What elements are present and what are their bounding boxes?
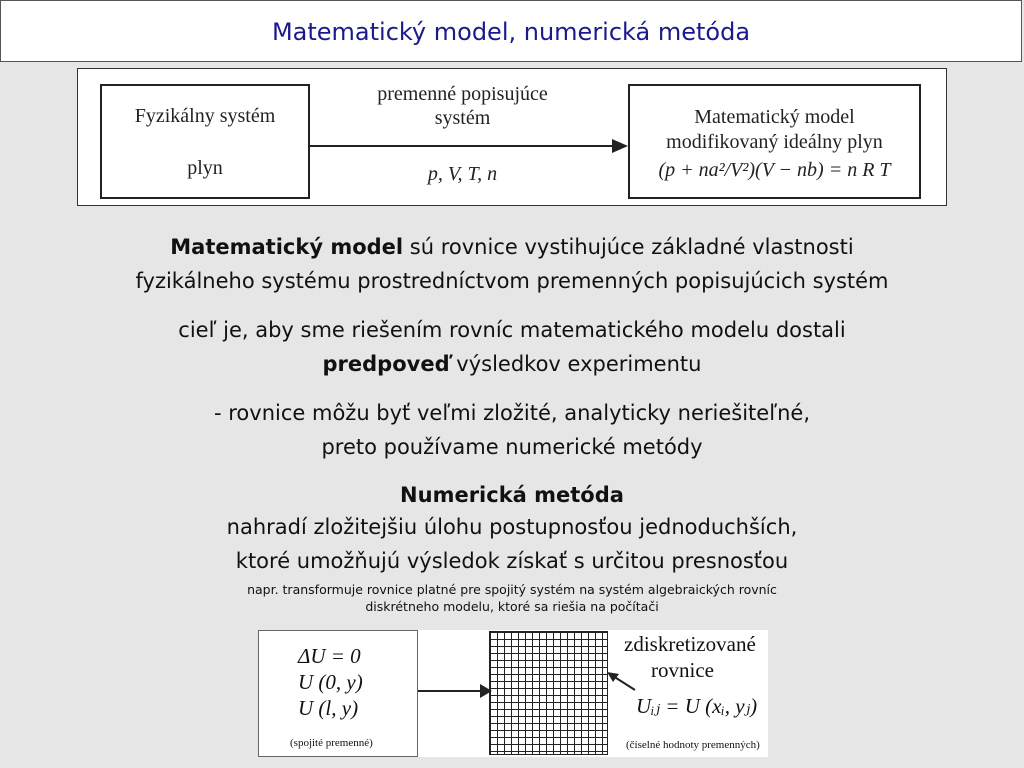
discretization-diagram xyxy=(258,630,768,757)
paragraph-2-line-1: cieľ je, aby sme riešením rovníc matematického modelu dostali xyxy=(178,318,846,342)
paragraph-2-line-2 xyxy=(0,349,1024,379)
physical-system-box xyxy=(100,84,310,199)
term-prediction: predpoveď xyxy=(322,352,450,376)
p2-rest: výsledkov experimentu xyxy=(449,352,702,376)
equation-boundary-0: U (0, y) xyxy=(298,670,363,694)
continuous-caption: (spojité premenné) xyxy=(290,737,373,749)
note-line-2: diskrétneho modelu, ktoré sa riešia na počítači xyxy=(365,599,659,614)
discrete-caption: (číselné hodnoty premenných) xyxy=(626,739,760,751)
paragraph-4-line-2: ktoré umožňujú výsledok získať s určitou presnosťou xyxy=(235,549,789,573)
paragraph-3-line-1: - rovnice môžu byť veľmi zložité, analyticky neriešiteľné, xyxy=(214,401,810,425)
transform-arrow-line xyxy=(418,690,484,692)
paragraph-1-line-1 xyxy=(0,232,1024,262)
math-model-line2: modifikovaný ideálny plyn xyxy=(666,131,883,153)
equation-laplace: ΔU = 0 xyxy=(298,644,361,668)
numeric-method-heading: Numerická metóda xyxy=(400,483,624,507)
paragraph-4-line-1: nahradí zložitejšiu úlohu postupnosťou jednoduchších, xyxy=(226,515,798,539)
discrete-title-1: zdiskretizované xyxy=(624,632,756,656)
discrete-title-2: rovnice xyxy=(651,658,714,682)
equation-boundary-l: U (l, y) xyxy=(298,696,359,720)
term-math-model: Matematický model xyxy=(170,235,404,259)
physical-system-title: Fyzikálny systém xyxy=(134,105,276,127)
discrete-equation: Uᵢⱼ = U (xᵢ, yⱼ) xyxy=(636,694,758,718)
arrow-head-icon xyxy=(612,139,628,153)
physical-system-sub: plyn xyxy=(187,157,223,179)
arrow-line xyxy=(310,145,615,147)
note-line-1: napr. transformuje rovnice platné pre spojitý systém na systém algebraických rovníc xyxy=(247,582,777,597)
math-model-line1: Matematický model xyxy=(694,106,855,128)
model-diagram xyxy=(77,68,947,206)
slide-title: Matematický model, numerická metóda xyxy=(271,18,751,46)
title-bar xyxy=(0,0,1022,62)
arrow-label-2: systém xyxy=(434,107,491,129)
arrow-vars: p, V, T, n xyxy=(427,163,498,185)
paragraph-3-line-2: preto používame numerické metódy xyxy=(321,435,703,459)
math-model-equation: (p + na²/V²)(V − nb) = n R T xyxy=(658,159,891,181)
p1-rest: sú rovnice vystihujúce základné vlastnosti xyxy=(403,235,854,259)
arrow-label-1: premenné popisujúce xyxy=(377,83,548,105)
discrete-grid xyxy=(489,631,608,755)
paragraph-1-line-2: fyzikálneho systému prostredníctvom premenných popisujúcich systém xyxy=(135,269,889,293)
